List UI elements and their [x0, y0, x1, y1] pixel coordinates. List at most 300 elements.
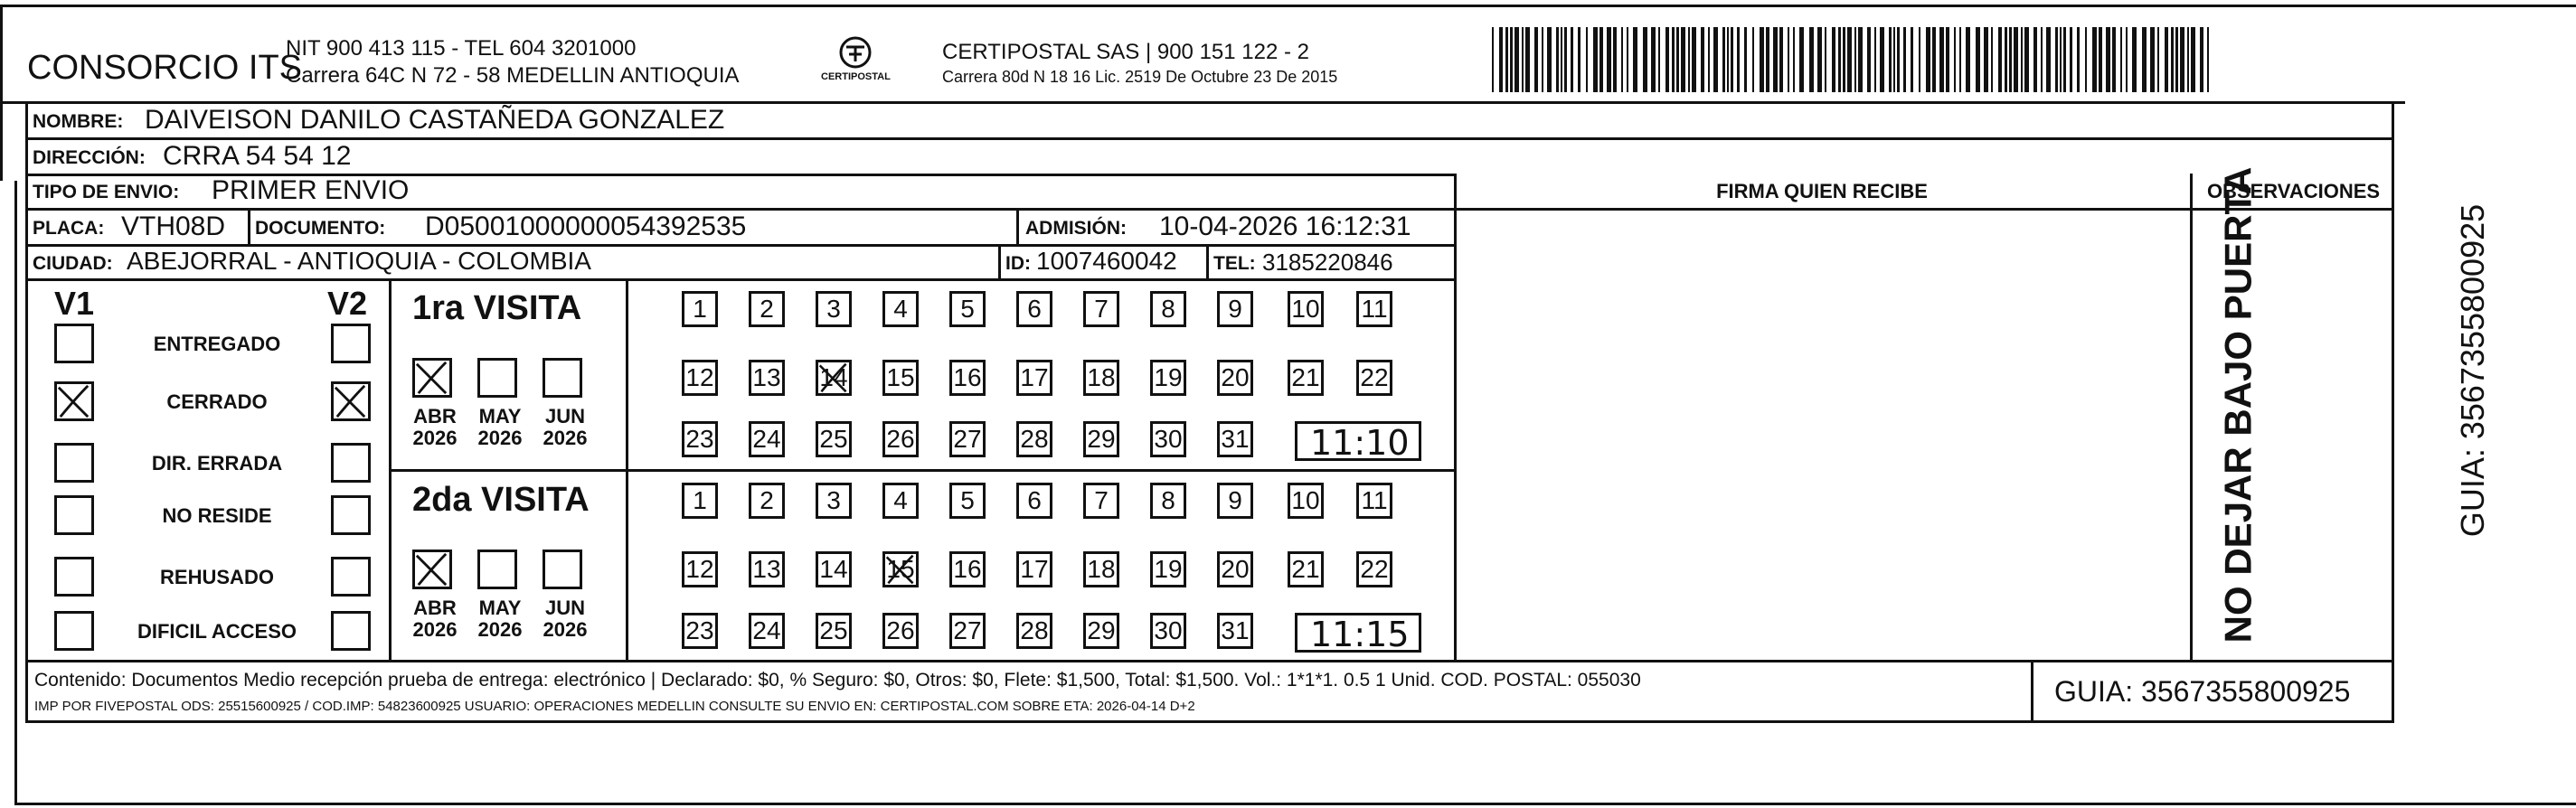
barcode-bar — [1793, 27, 1795, 92]
observaciones-header: OBSERVACIONES — [2206, 180, 2381, 202]
status-label: NO RESIDE — [162, 504, 272, 527]
tipo-envio-value: PRIMER ENVIO — [212, 175, 410, 205]
company-line1: NIT 900 413 115 - TEL 604 3201000 — [286, 36, 637, 61]
month-label: MAY — [478, 597, 522, 619]
day-number: 21 — [1291, 555, 1320, 583]
day-cell[interactable] — [682, 421, 718, 457]
month-year: 2026 — [412, 618, 458, 641]
handwritten-time: 11:15 — [1310, 615, 1410, 654]
day-number: 11 — [1361, 295, 1388, 323]
direccion-label: DIRECCIÓN: — [33, 147, 146, 168]
day-number: 27 — [953, 616, 982, 644]
barcode-bar — [1556, 27, 1559, 92]
documento-label: DOCUMENTO: — [255, 218, 386, 239]
status-label: CERRADO — [166, 390, 268, 413]
day-cell[interactable] — [749, 421, 785, 457]
day-cell[interactable] — [1356, 360, 1392, 396]
day-number: 25 — [819, 425, 848, 453]
month-label: JUN — [544, 597, 585, 619]
status-v2-checkbox[interactable] — [331, 324, 371, 363]
status-label: ENTREGADO — [153, 333, 281, 355]
barcode-bar — [2060, 27, 2062, 92]
footer-line2: IMP POR FIVEPOSTAL ODS: 25515600925 / COD.IMP: 54823600925 USUARIO: OPERACIONES MEDELLIN CONSULTE SU ENVIO EN: CERTIPOSTAL.COM SOBRE ETA: 2026-04-14 D+2 — [34, 699, 1195, 714]
barcode-bar — [1991, 27, 1993, 92]
day-cell[interactable] — [816, 551, 852, 587]
day-number: 4 — [893, 295, 908, 323]
day-number: 1 — [693, 486, 707, 514]
footer-guia: GUIA: 3567355800925 — [2054, 675, 2351, 708]
barcode-bar — [1722, 27, 1725, 92]
day-number: 22 — [1360, 363, 1389, 391]
company-name: CONSORCIO ITS — [27, 49, 303, 87]
day-cell[interactable] — [949, 421, 986, 457]
day-number: 17 — [1020, 555, 1049, 583]
day-cell[interactable] — [949, 360, 986, 396]
day-cell[interactable] — [1217, 551, 1253, 587]
barcode-bar — [1889, 27, 1892, 92]
day-cell[interactable] — [1356, 551, 1392, 587]
barcode-bar — [1854, 27, 1856, 92]
barcode-bar — [1867, 27, 1871, 92]
day-number: 16 — [953, 555, 982, 583]
month-label: JUN — [544, 405, 585, 427]
day-number: 6 — [1027, 295, 1042, 323]
day-number: 23 — [685, 425, 714, 453]
status-label: DIR. ERRADA — [151, 452, 283, 474]
day-cell[interactable] — [1016, 551, 1052, 587]
month-label: ABR — [413, 597, 457, 619]
barcode-bar — [1809, 27, 1814, 92]
ciudad-value: ABEJORRAL - ANTIOQUIA - COLOMBIA — [127, 247, 591, 275]
day-number: 31 — [1221, 616, 1250, 644]
month-checkbox[interactable] — [477, 550, 517, 589]
day-cell[interactable] — [1083, 613, 1119, 649]
day-cell[interactable] — [1288, 483, 1324, 519]
day-number: 1 — [693, 295, 707, 323]
admision-divider — [1016, 208, 1019, 244]
status-label: DIFICIL ACCESO — [137, 620, 297, 643]
barcode-bar — [1911, 27, 1913, 92]
footer-divider — [2031, 660, 2033, 723]
barcode-bar — [1752, 27, 1754, 92]
day-number: 21 — [1291, 363, 1320, 391]
barcode-bar — [1571, 27, 1573, 92]
status-v2-checkbox[interactable] — [331, 381, 371, 421]
day-cell[interactable] — [1083, 421, 1119, 457]
direccion-value: CRRA 54 54 12 — [163, 141, 352, 171]
status-v2-checkbox[interactable] — [331, 443, 371, 483]
barcode-bar — [1499, 27, 1503, 92]
day-cell[interactable] — [1356, 291, 1392, 327]
barcode-bar — [2005, 27, 2007, 92]
day-cell[interactable] — [816, 291, 852, 327]
barcode-bar — [2200, 27, 2203, 92]
barcode-bar — [1731, 27, 1733, 92]
day-number: 14 — [819, 363, 848, 391]
day-cell[interactable] — [682, 291, 718, 327]
barcode-bar — [2106, 27, 2110, 92]
day-cell[interactable] — [1217, 613, 1253, 649]
barcode-bar — [1534, 27, 1538, 92]
day-cell[interactable] — [749, 360, 785, 396]
barcode-bar — [1651, 27, 1656, 92]
month-label: ABR — [413, 405, 457, 427]
barcode-bar — [1932, 27, 1936, 92]
day-cell[interactable] — [816, 360, 852, 396]
left-border-lower — [14, 181, 17, 804]
barcode-bar — [1599, 27, 1603, 92]
barcode-bar — [1607, 27, 1611, 92]
day-number: 30 — [1154, 616, 1183, 644]
barcode-bar — [2175, 27, 2178, 92]
day-cell[interactable] — [882, 360, 919, 396]
barcode-bar — [1779, 27, 1783, 92]
status-v1-checkbox[interactable] — [54, 381, 94, 421]
day-cell[interactable] — [749, 291, 785, 327]
nombre-label: NOMBRE: — [33, 111, 124, 132]
day-number: 7 — [1094, 486, 1109, 514]
tel-label: TEL: — [1213, 253, 1256, 274]
day-cell[interactable] — [749, 483, 785, 519]
day-cell[interactable] — [949, 483, 986, 519]
day-number: 22 — [1360, 555, 1389, 583]
col-obs-left — [2190, 174, 2193, 660]
day-cell[interactable] — [816, 483, 852, 519]
barcode-bar — [1633, 27, 1637, 92]
barcode-bar — [1919, 27, 1920, 92]
barcode-bar — [1817, 27, 1822, 92]
status-v1-checkbox[interactable] — [54, 324, 94, 363]
barcode-bar — [1998, 27, 2002, 92]
documento-value: D05001000000054392535 — [425, 211, 747, 241]
day-number: 9 — [1228, 486, 1242, 514]
check-mark-icon — [415, 552, 449, 587]
barcode-bar — [2046, 27, 2051, 92]
day-cell[interactable] — [1356, 483, 1392, 519]
visit-title: 2da VISITA — [412, 481, 590, 519]
day-cell[interactable] — [1217, 483, 1253, 519]
day-number: 26 — [886, 616, 915, 644]
barcode-bar — [1773, 27, 1778, 92]
day-number: 15 — [886, 363, 915, 391]
day-number: 10 — [1291, 486, 1320, 514]
day-cell[interactable] — [1150, 483, 1186, 519]
footer-line1: Contenido: Documentos Medio recepción prueba de entrega: electrónico | Declarado: $0, % Seguro: $0, Otros: $0, Flete: $1,500, Total: $1,500. Vol.: 1*1*1. 0.5 1 Unid. COD. POSTAL: 055030 — [34, 670, 1641, 691]
status-v1-checkbox[interactable] — [54, 443, 94, 483]
top-border — [0, 5, 2576, 7]
barcode-bar — [2009, 27, 2012, 92]
day-number: 18 — [1087, 363, 1116, 391]
day-number: 9 — [1228, 295, 1242, 323]
barcode-bar — [2085, 27, 2087, 92]
placa-label: PLACA: — [33, 218, 105, 239]
check-mark-icon — [334, 384, 368, 418]
barcode-bar — [1984, 27, 1988, 92]
day-cell[interactable] — [1150, 291, 1186, 327]
barcode-bar — [1874, 27, 1876, 92]
barcode-bar — [1505, 27, 1508, 92]
day-cell[interactable] — [1217, 360, 1253, 396]
status-v1-checkbox[interactable] — [54, 495, 94, 535]
day-cell[interactable] — [682, 483, 718, 519]
nombre-value: DAIVEISON DANILO CASTAÑEDA GONZALEZ — [145, 105, 725, 135]
barcode-image — [1492, 27, 2213, 92]
barcode-bar — [1959, 27, 1961, 92]
month-checkbox[interactable] — [412, 550, 452, 589]
barcode-bar — [1737, 27, 1740, 92]
month-checkbox[interactable] — [477, 358, 517, 398]
v1-header: V1 — [54, 285, 95, 322]
day-number: 20 — [1221, 555, 1250, 583]
day-cell[interactable] — [1150, 421, 1186, 457]
day-number: 24 — [752, 616, 781, 644]
day-cell[interactable] — [882, 551, 919, 587]
day-cell[interactable] — [1288, 291, 1324, 327]
barcode-bar — [1665, 27, 1669, 92]
left-border — [0, 5, 3, 181]
bottom-border — [14, 803, 2576, 805]
day-cell[interactable] — [749, 613, 785, 649]
barcode-bar — [1788, 27, 1789, 92]
day-number: 17 — [1020, 363, 1049, 391]
tel-value: 3185220846 — [1262, 249, 1393, 276]
day-number: 7 — [1094, 295, 1109, 323]
day-number: 6 — [1027, 486, 1042, 514]
status-v2-checkbox[interactable] — [331, 611, 371, 651]
barcode-bar — [2207, 27, 2209, 92]
month-checkbox[interactable] — [412, 358, 452, 398]
barcode-bar — [1766, 27, 1769, 92]
day-number: 16 — [953, 363, 982, 391]
barcode-bar — [1832, 27, 1835, 92]
day-cell[interactable] — [1150, 360, 1186, 396]
month-year: 2026 — [543, 618, 588, 641]
ciudad-label: CIUDAD: — [33, 253, 113, 274]
month-checkbox[interactable] — [543, 550, 582, 589]
month-checkbox[interactable] — [543, 358, 582, 398]
month-label: MAY — [478, 405, 522, 427]
barcode-bar — [2021, 27, 2023, 92]
barcode-bar — [1946, 27, 1949, 92]
day-number: 2 — [760, 486, 774, 514]
day-cell[interactable] — [1150, 551, 1186, 587]
day-cell[interactable] — [816, 613, 852, 649]
day-cell[interactable] — [1016, 291, 1052, 327]
day-cell[interactable] — [882, 613, 919, 649]
barcode-bar — [2092, 27, 2097, 92]
placa-value: VTH08D — [121, 211, 226, 241]
barcode-bar — [1658, 27, 1660, 92]
barcode-bar — [1893, 27, 1895, 92]
month-year: 2026 — [412, 427, 458, 449]
day-cell[interactable] — [949, 291, 986, 327]
barcode-bar — [2142, 27, 2147, 92]
row-line-1 — [25, 137, 2394, 140]
day-number: 13 — [752, 555, 781, 583]
month-year: 2026 — [477, 427, 523, 449]
day-cell[interactable] — [1217, 291, 1253, 327]
day-number: 29 — [1087, 425, 1116, 453]
barcode-bar — [1897, 27, 1900, 92]
day-cell[interactable] — [749, 551, 785, 587]
barcode-bar — [2180, 27, 2184, 92]
barcode-bar — [1492, 27, 1494, 92]
admision-label: ADMISIÓN: — [1025, 218, 1127, 239]
barcode-bar — [1847, 27, 1852, 92]
barcode-bar — [1542, 27, 1543, 92]
barcode-bar — [1838, 27, 1841, 92]
day-number: 15 — [886, 555, 915, 583]
id-divider — [998, 244, 1001, 278]
barcode-bar — [2187, 27, 2189, 92]
status-v1-checkbox[interactable] — [54, 611, 94, 651]
day-number: 28 — [1020, 425, 1049, 453]
barcode-bar — [1939, 27, 1944, 92]
day-cell[interactable] — [1288, 551, 1324, 587]
barcode-bar — [1708, 27, 1710, 92]
day-cell[interactable] — [682, 360, 718, 396]
day-number: 18 — [1087, 555, 1116, 583]
month-year: 2026 — [543, 427, 588, 449]
barcode-bar — [1688, 27, 1690, 92]
visit-title: 1ra VISITA — [412, 289, 582, 327]
day-number: 28 — [1020, 616, 1049, 644]
day-cell[interactable] — [1016, 360, 1052, 396]
barcode-bar — [1672, 27, 1675, 92]
barcode-bar — [2120, 27, 2122, 92]
side-guia: GUIA: 3567355800925 — [2454, 203, 2491, 538]
barcode-bar — [1621, 27, 1623, 92]
barcode-bar — [1926, 27, 1930, 92]
day-cell[interactable] — [1150, 613, 1186, 649]
barcode-bar — [1858, 27, 1863, 92]
id-value: 1007460042 — [1036, 247, 1177, 275]
barcode-bar — [2165, 27, 2168, 92]
firma-header: FIRMA QUIEN RECIBE — [1716, 180, 1928, 202]
barcode-bar — [1681, 27, 1685, 92]
day-number: 5 — [960, 295, 975, 323]
day-number: 30 — [1154, 425, 1183, 453]
day-cell[interactable] — [1083, 360, 1119, 396]
status-v2-checkbox[interactable] — [331, 557, 371, 597]
day-cell[interactable] — [949, 551, 986, 587]
day-number: 20 — [1221, 363, 1250, 391]
barcode-bar — [1727, 27, 1729, 92]
day-number: 13 — [752, 363, 781, 391]
day-cell[interactable] — [1217, 421, 1253, 457]
barcode-bar — [1586, 27, 1588, 92]
barcode-bar — [1692, 27, 1696, 92]
company-line2: Carrera 64C N 72 - 58 MEDELLIN ANTIOQUIA — [286, 63, 740, 88]
barcode — [1492, 27, 2213, 92]
barcode-bar — [2191, 27, 2195, 92]
col-firma-left — [1454, 174, 1457, 660]
barcode-bar — [1613, 27, 1617, 92]
time-box — [1295, 421, 1421, 461]
day-number: 2 — [760, 295, 774, 323]
id-label: ID: — [1005, 253, 1031, 274]
day-cell[interactable] — [882, 483, 919, 519]
status-label: REHUSADO — [160, 566, 274, 588]
day-cell[interactable] — [1083, 483, 1119, 519]
day-number: 19 — [1154, 363, 1183, 391]
barcode-bar — [1954, 27, 1956, 92]
day-number: 14 — [819, 555, 848, 583]
day-number: 3 — [826, 486, 841, 514]
day-cell[interactable] — [1016, 483, 1052, 519]
barcode-bar — [2055, 27, 2058, 92]
day-cell[interactable] — [1083, 291, 1119, 327]
day-number: 8 — [1161, 486, 1175, 514]
day-number: 12 — [685, 363, 714, 391]
barcode-bar — [2099, 27, 2102, 92]
barcode-bar — [2041, 27, 2043, 92]
row-line-3 — [25, 208, 2394, 211]
day-cell[interactable] — [1016, 613, 1052, 649]
barcode-bar — [1578, 27, 1581, 92]
day-number: 31 — [1221, 425, 1250, 453]
status-v2-checkbox[interactable] — [331, 495, 371, 535]
tipo-envio-label: TIPO DE ENVIO: — [33, 182, 180, 202]
barcode-bar — [1593, 27, 1598, 92]
barcode-bar — [1880, 27, 1884, 92]
barcode-bar — [1561, 27, 1562, 92]
row-line-5 — [25, 278, 1454, 281]
barcode-bar — [1643, 27, 1647, 92]
barcode-bar — [2150, 27, 2155, 92]
day-cell[interactable] — [1288, 360, 1324, 396]
barcode-bar — [2063, 27, 2066, 92]
v2-header: V2 — [327, 285, 368, 322]
day-cell[interactable] — [882, 421, 919, 457]
day-cell[interactable] — [882, 291, 919, 327]
day-number: 5 — [960, 486, 975, 514]
barcode-bar — [1510, 27, 1513, 92]
barcode-bar — [1843, 27, 1845, 92]
day-cell[interactable] — [682, 613, 718, 649]
placa-divider — [248, 208, 250, 244]
barcode-bar — [1744, 27, 1747, 92]
day-number: 25 — [819, 616, 848, 644]
day-cell[interactable] — [949, 613, 986, 649]
day-number: 19 — [1154, 555, 1183, 583]
day-number: 29 — [1087, 616, 1116, 644]
barcode-bar — [2171, 27, 2174, 92]
status-v1-checkbox[interactable] — [54, 557, 94, 597]
visit-divider — [389, 469, 1454, 472]
barcode-bar — [2077, 27, 2080, 92]
day-cross-mark-icon — [885, 554, 916, 585]
side-warning: NO DEJAR BAJO PUERTA — [2216, 166, 2260, 644]
carrier-line1: CERTIPOSTAL SAS | 900 151 122 - 2 — [942, 40, 1309, 64]
day-cell[interactable] — [682, 551, 718, 587]
barcode-bar — [1760, 27, 1764, 92]
day-cell[interactable] — [1083, 551, 1119, 587]
day-cell[interactable] — [1016, 421, 1052, 457]
barcode-bar — [1713, 27, 1718, 92]
barcode-bar — [2070, 27, 2072, 92]
check-mark-icon — [57, 384, 91, 418]
barcode-bar — [1701, 27, 1704, 92]
barcode-bar — [1525, 27, 1530, 92]
day-number: 10 — [1291, 295, 1320, 323]
day-number: 12 — [685, 555, 714, 583]
barcode-bar — [1564, 27, 1567, 92]
barcode-bar — [2126, 27, 2128, 92]
row-line-6 — [25, 660, 2394, 662]
barcode-bar — [1799, 27, 1804, 92]
day-cell[interactable] — [816, 421, 852, 457]
